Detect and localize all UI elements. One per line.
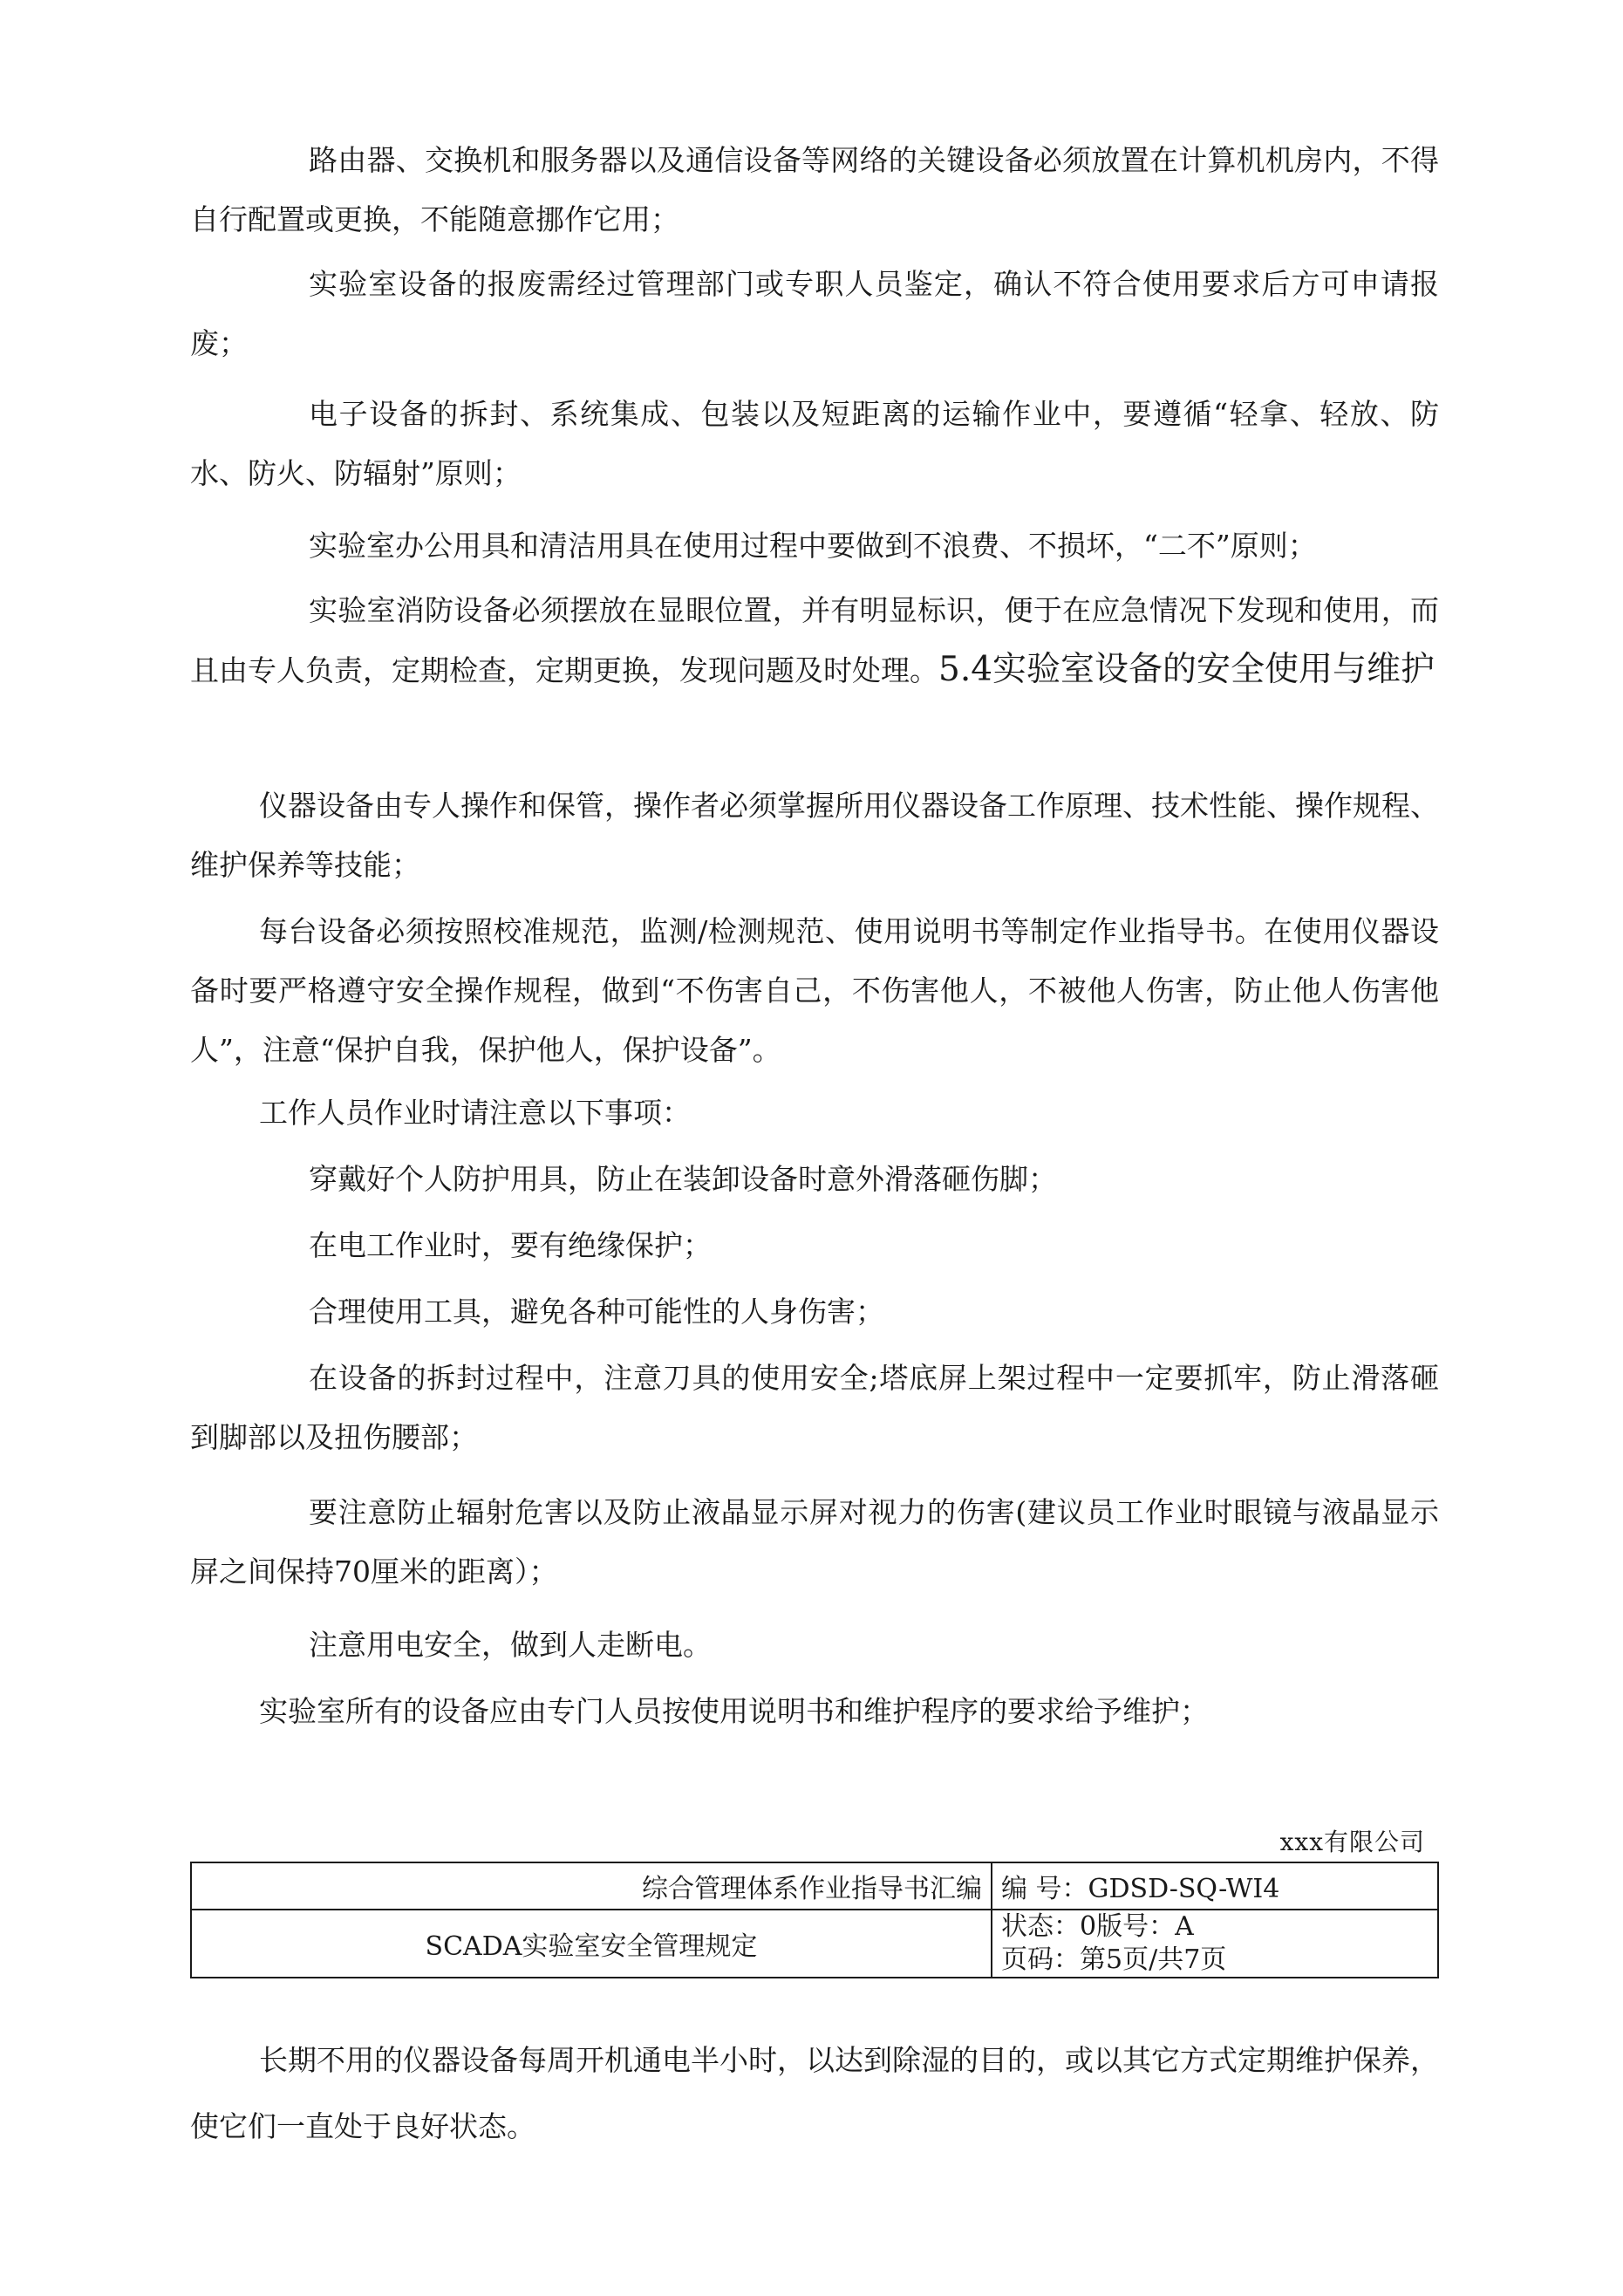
document-header-table [190, 1862, 1439, 1978]
paragraph-fire-equipment [190, 581, 1439, 700]
doc-page-number: 页码：第5页/共7页 [1001, 1944, 1227, 1975]
note-item: 在电工作业时，要有绝缘保护； [309, 1228, 712, 1262]
doc-title: SCADA实验室安全管理规定 [191, 1910, 992, 1978]
paragraph-notes-intro: 工作人员作业时请注意以下事项： [259, 1096, 691, 1130]
paragraph-idle-equipment: 长期不用的仪器设备每周开机通电半小时，以达到除湿的目的，或以其它方式定期维护保养，使它们一直处于良好状态。 [190, 2043, 1439, 2143]
doc-status: 状态：0版号：A [1001, 1911, 1194, 1942]
paragraph-network-devices: 路由器、交换机和服务器以及通信设备等网络的关键设备必须放置在计算机机房内，不得自行配置或更换，不能随意挪作它用； [190, 143, 1439, 236]
section-heading-5-4: 5.4实验室设备的安全使用与维护 [938, 650, 1435, 689]
paragraph-maintenance: 实验室所有的设备应由专门人员按使用说明书和维护程序的要求给予维护； [259, 1694, 1209, 1728]
note-item: 在设备的拆封过程中，注意刀具的使用安全;塔底屏上架过程中一定要抓牢，防止滑落砸到脚部以及扭伤腰部； [190, 1361, 1439, 1454]
fire-equipment-text: 实验室消防设备必须摆放在显眼位置，并有明显标识，便于在应急情况下发现和使用，而且由专人负责，定期检查，定期更换，发现问题及时处理。 [190, 593, 1439, 687]
paragraph-work-instructions: 每台设备必须按照校准规范，监测/检测规范、使用说明书等制定作业指导书。在使用仪器设备时要严格遵守安全操作规程，做到“不伤害自己，不伤害他人，不被他人伤害，防止他人伤害他人”，注意“保护自我，保护他人，保护设备”。 [190, 914, 1439, 1067]
doc-status-page [992, 1910, 1438, 1978]
paragraph-electronic-transport: 电子设备的拆封、系统集成、包装以及短距离的运输作业中，要遵循“轻拿、轻放、防水、防火、防辐射”原则； [190, 397, 1439, 490]
note-item: 合理使用工具，避免各种可能性的人身伤害； [309, 1295, 884, 1329]
note-item: 注意用电安全，做到人走断电。 [309, 1628, 712, 1662]
note-item: 要注意防止辐射危害以及防止液晶显示屏对视力的伤害(建议员工作业时眼镜与液晶显示屏之间保持70厘米的距离）； [190, 1495, 1439, 1589]
doc-code: 编 号：GDSD-SQ-WI4 [992, 1862, 1438, 1910]
paragraph-equipment-scrap: 实验室设备的报废需经过管理部门或专职人员鉴定，确认不符合使用要求后方可申请报废； [190, 267, 1439, 360]
paragraph-operator-skills: 仪器设备由专人操作和保管，操作者必须掌握所用仪器设备工作原理、技术性能、操作规程、维护保养等技能； [190, 789, 1439, 882]
paragraph-office-supplies: 实验室办公用具和清洁用具在使用过程中要做到不浪费、不损坏，“二不”原则； [309, 529, 1317, 563]
doc-collection-name: 综合管理体系作业指导书汇编 [191, 1862, 992, 1910]
company-name: xxx有限公司 [1279, 1828, 1425, 1856]
note-item: 穿戴好个人防护用具，防止在装卸设备时意外滑落砸伤脚； [309, 1162, 1057, 1196]
